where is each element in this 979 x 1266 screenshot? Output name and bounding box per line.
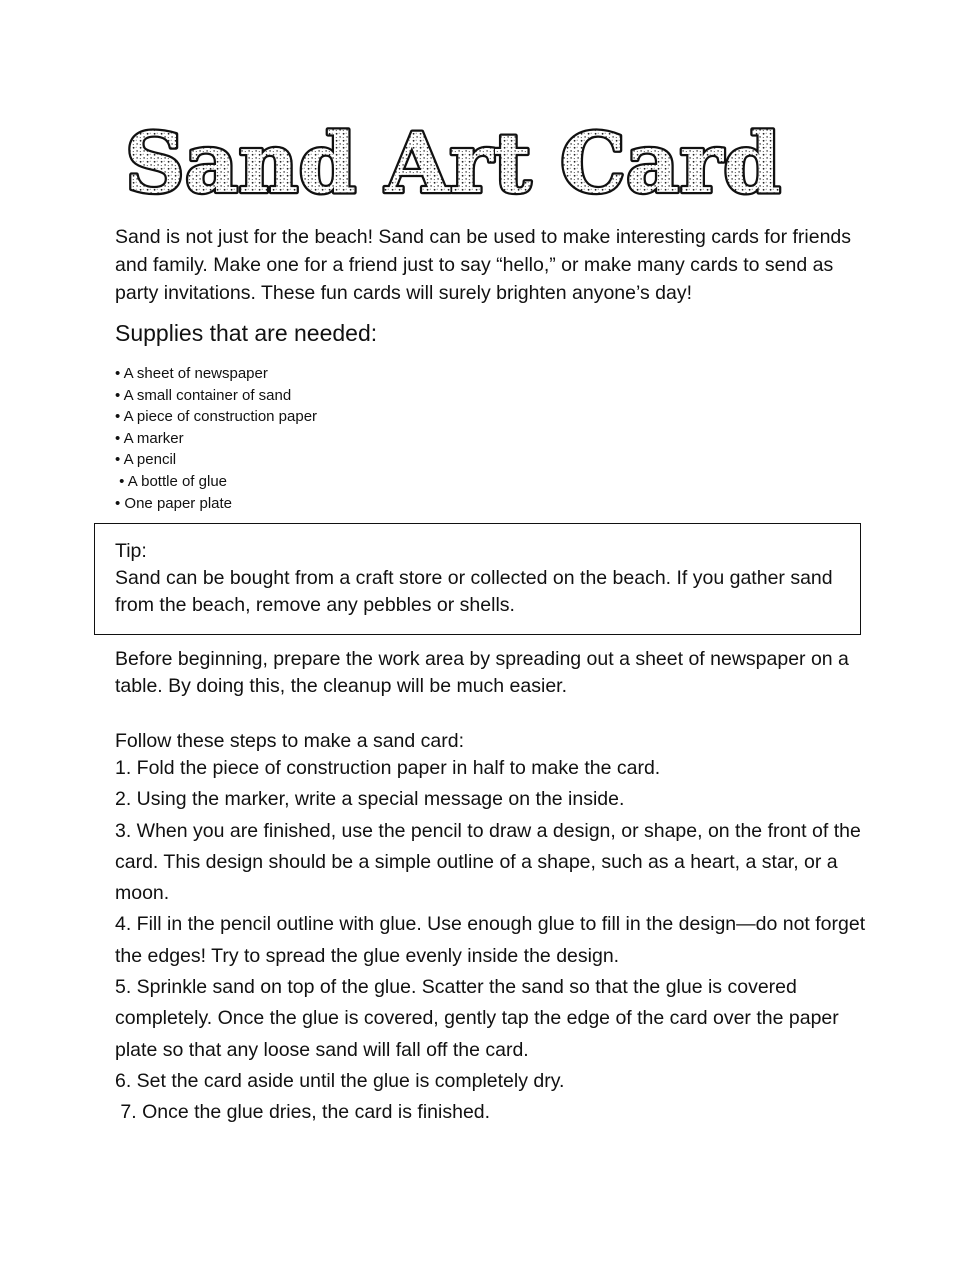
step-item: 1. Fold the piece of construction paper in half to make the card. [115, 757, 661, 779]
supply-item: • A small container of sand [115, 386, 292, 404]
supply-item: • A piece of construction paper [115, 408, 318, 426]
intro-paragraph: Sand is not just for the beach! Sand can be used to make interesting cards for friends and family. Make one for a friend just to say “hello,” or make many cards to send as party invitations. These fun cards will surely brighten anyone’s day! [115, 226, 852, 304]
steps-list [115, 753, 875, 1129]
supply-item: • A pencil [115, 451, 177, 469]
step-item: 2. Using the marker, write a special message on the inside. [115, 788, 625, 811]
supplies-heading: Supplies that are needed: [115, 320, 378, 346]
step-item: 7. Once the glue dries, the card is finished. [115, 1101, 491, 1124]
tip-title: Tip: [115, 540, 147, 562]
supply-item: • One paper plate [115, 494, 232, 512]
tip-box [94, 523, 861, 635]
step-item: 3. When you are finished, use the pencil to draw a design, or shape, on the front of the card. This design should be a simple outline of a shape, such as a heart, a star, or a moon. [115, 819, 867, 905]
steps-heading: Follow these steps to make a sand card: [115, 730, 465, 752]
supply-item: • A sheet of newspaper [115, 365, 268, 382]
step-item: 4. Fill in the pencil outline with glue. Use enough glue to fill in the design—do not forget the edges! Try to spread the glue evenly inside the design. [115, 913, 871, 967]
step-item: 5. Sprinkle sand on top of the glue. Scatter the sand so that the glue is covered completely. Once the glue is covered, gently tap the edge of the card over the paper plate so that any loose sand will fall off the card. [115, 976, 845, 1061]
supplies-list [115, 363, 317, 514]
page-title: Sand Art Card [125, 118, 781, 210]
supply-item: • A bottle of glue [115, 472, 228, 490]
step-item: 6. Set the card aside until the glue is completely dry. [115, 1069, 565, 1092]
tip-text: Sand can be bought from a craft store or collected on the beach. If you gather sand from the beach, remove any pebbles or shells. [115, 567, 833, 616]
title-banner [118, 118, 788, 210]
prep-paragraph: Before beginning, prepare the work area by spreading out a sheet of newspaper on a table. By doing this, the cleanup will be much easier. [115, 648, 849, 697]
supply-item: • A marker [115, 429, 184, 447]
